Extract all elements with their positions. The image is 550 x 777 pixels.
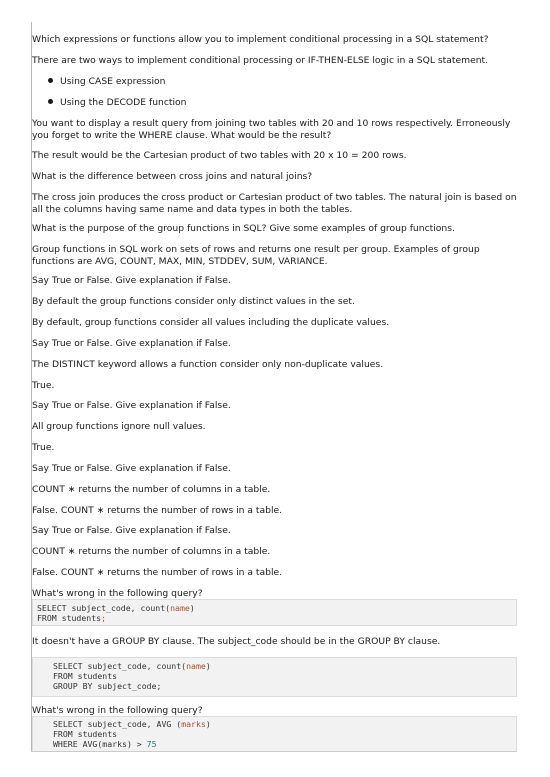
- prompt-true-false: Say True or False. Give explanation if False.: [32, 275, 231, 286]
- question-joins: What is the difference between cross joins and natural joins?: [32, 171, 313, 182]
- bullet-case: Using CASE expression: [48, 76, 165, 88]
- code-line: GROUP BY subject_code;: [53, 681, 162, 691]
- code-line: FROM students: [53, 671, 118, 681]
- code-line: WHERE AVG(marks) > 75: [53, 739, 157, 749]
- statement-distinct-default: By default the group functions consider only distinct values in the set.: [32, 296, 355, 307]
- question-group-functions: What is the purpose of the group functions in SQL? Give some examples of group functions.: [32, 223, 455, 234]
- answer-group-by: It doesn't have a GROUP BY clause. The subject_code should be in the GROUP BY clause.: [32, 636, 441, 647]
- answer-count: False. COUNT ∗ returns the number of rows in a table.: [32, 567, 283, 578]
- bottom-rule: [31, 751, 517, 752]
- code-line: SELECT subject_code, AVG (marks): [53, 719, 211, 729]
- bullet-decode: Using the DECODE function: [48, 97, 187, 109]
- statement-count: COUNT ∗ returns the number of columns in a table.: [32, 546, 271, 557]
- answer-group-functions: Group functions in SQL work on sets of rows and returns one result per group. Examples of group functions are AVG, COUNT, MAX, MIN, STDDEV, SUM, VARIANCE.: [32, 244, 480, 267]
- bullet-dot-icon: [48, 78, 53, 83]
- answer-true: True.: [32, 380, 55, 391]
- statement-null-values: All group functions ignore null values.: [32, 421, 206, 432]
- statement-count: COUNT ∗ returns the number of columns in a table.: [32, 484, 271, 495]
- answer-true: True.: [32, 442, 55, 453]
- answer-count: False. COUNT ∗ returns the number of rows in a table.: [32, 505, 283, 516]
- question-conditional: Which expressions or functions allow you to implement conditional processing in a SQL statement?: [32, 34, 489, 45]
- prompt-true-false: Say True or False. Give explanation if False.: [32, 338, 231, 349]
- answer-cartesian: The result would be the Cartesian product of two tables with 20 x 10 = 200 rows.: [32, 150, 407, 161]
- bullet-dot-icon: [48, 99, 53, 104]
- question-query-wrong: What's wrong in the following query?: [32, 588, 203, 599]
- statement-distinct-keyword: The DISTINCT keyword allows a function consider only non-duplicate values.: [32, 359, 384, 370]
- code-line: SELECT subject_code, count(name): [53, 661, 211, 671]
- code-line: SELECT subject_code, count(name): [37, 603, 195, 613]
- code-line: FROM students;: [37, 613, 107, 623]
- code-block-query-2: [32, 657, 517, 697]
- prompt-true-false: Say True or False. Give explanation if False.: [32, 400, 231, 411]
- answer-distinct-default: By default, group functions consider all values including the duplicate values.: [32, 317, 390, 328]
- answer-conditional: There are two ways to implement conditional processing or IF-THEN-ELSE logic in a SQL statement.: [32, 55, 489, 66]
- code-block-query-1: [32, 599, 517, 626]
- code-block-query-3: [32, 716, 517, 752]
- question-cartesian: You want to display a result query from joining two tables with 20 and 10 rows respectively. Erroneously you forget to write the WHERE clause. What would be the result?: [32, 118, 511, 141]
- question-query-wrong: What's wrong in the following query?: [32, 705, 203, 716]
- answer-joins: The cross join produces the cross product or Cartesian product of two tables. The natural join is based on all the columns having same name and data types in both the tables.: [32, 192, 517, 215]
- prompt-true-false: Say True or False. Give explanation if False.: [32, 525, 231, 536]
- code-line: FROM students: [53, 729, 118, 739]
- prompt-true-false: Say True or False. Give explanation if False.: [32, 463, 231, 474]
